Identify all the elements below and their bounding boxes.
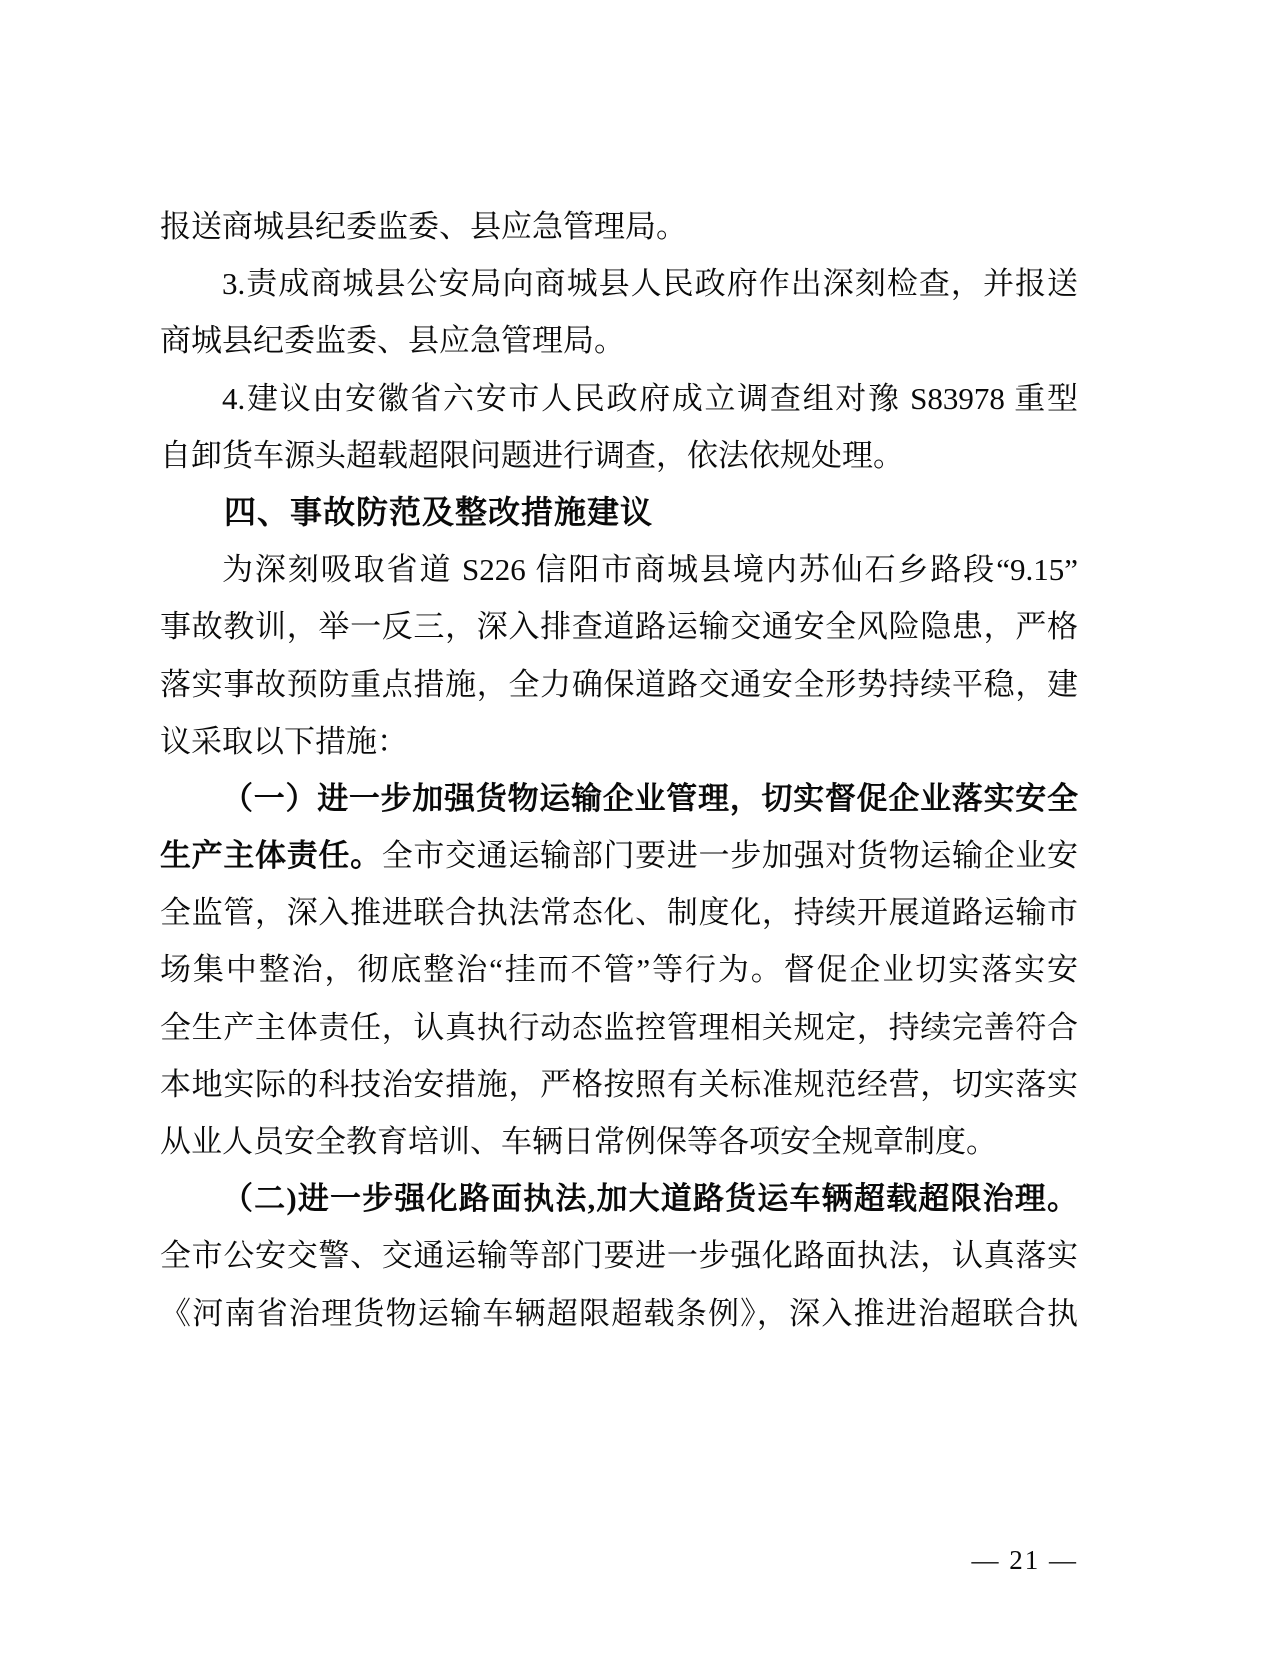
text-segment: 四、事故防范及整改措施建议 — [224, 493, 654, 530]
text-line — [160, 255, 1078, 312]
text-segment: 全市交通运输部门要进一步加强对货物运输企业安 — [381, 838, 1078, 874]
text-line — [160, 770, 1078, 827]
text-segment: 商城县纪委监委、县应急管理局。 — [160, 323, 625, 359]
text-segment: 全生产主体责任，认真执行动态监控管理相关规定，持续完善符合 — [160, 1009, 1078, 1045]
text-segment: 3.责成商城县公安局向商城县人民政府作出深刻检查，并报送 — [222, 266, 1078, 302]
text-line — [160, 827, 1078, 884]
text-segment: 全监管，深入推进联合执法常态化、制度化，持续开展道路运输市 — [160, 895, 1078, 931]
text-line — [160, 370, 1078, 427]
text-line — [160, 1056, 1078, 1113]
text-segment: 从业人员安全教育培训、车辆日常例保等各项安全规章制度。 — [160, 1124, 997, 1159]
text-segment: 议采取以下措施： — [160, 723, 408, 759]
text-segment: （二)进一步强化路面执法,加大道路货运车辆超载超限治理。 — [222, 1181, 1078, 1217]
text-segment: 4.建议由安徽省六安市人民政府成立调查组对豫 S83978 重型 — [222, 380, 1078, 416]
text-line — [160, 427, 1078, 484]
text-line — [160, 1170, 1078, 1227]
text-segment: 为深刻吸取省道 S226 信阳市商城县境内苏仙石乡路段“9.15” — [222, 552, 1078, 588]
text-segment: 落实事故预防重点措施，全力确保道路交通安全形势持续平稳，建 — [160, 666, 1078, 702]
text-line — [160, 541, 1078, 598]
document-body — [160, 198, 1078, 1342]
text-line — [160, 312, 1078, 369]
text-line — [160, 656, 1078, 713]
text-segment: 《河南省治理货物运输车辆超限超载条例》，深入推进治超联合执 — [160, 1295, 1078, 1331]
text-line — [160, 1285, 1078, 1342]
text-segment: 事故教训，举一反三，深入排查道路运输交通安全风险隐患，严格 — [160, 609, 1078, 645]
text-line — [160, 1227, 1078, 1284]
text-segment: （一）进一步加强货物运输企业管理，切实督促企业落实安全 — [222, 780, 1078, 816]
text-segment: 本地实际的科技治安措施，严格按照有关标准规范经营，切实落实 — [160, 1066, 1078, 1102]
text-line — [160, 198, 1078, 255]
text-segment: 全市公安交警、交通运输等部门要进一步强化路面执法，认真落实 — [160, 1238, 1078, 1274]
text-line — [160, 999, 1078, 1056]
text-line — [160, 884, 1078, 941]
text-line — [160, 941, 1078, 998]
text-line — [160, 713, 1078, 770]
text-line — [160, 1113, 1078, 1170]
text-segment: 生产主体责任。 — [160, 838, 382, 874]
text-segment: 自卸货车源头超载超限问题进行调查，依法依规处理。 — [160, 437, 904, 473]
text-segment: 报送商城县纪委监委、县应急管理局。 — [160, 209, 687, 244]
page-number: — 21 — — [971, 1545, 1078, 1575]
text-segment: 场集中整治，彻底整治“挂而不管”等行为。督促企业切实落实安 — [160, 952, 1078, 988]
section-heading — [160, 484, 1078, 541]
text-line — [160, 598, 1078, 655]
